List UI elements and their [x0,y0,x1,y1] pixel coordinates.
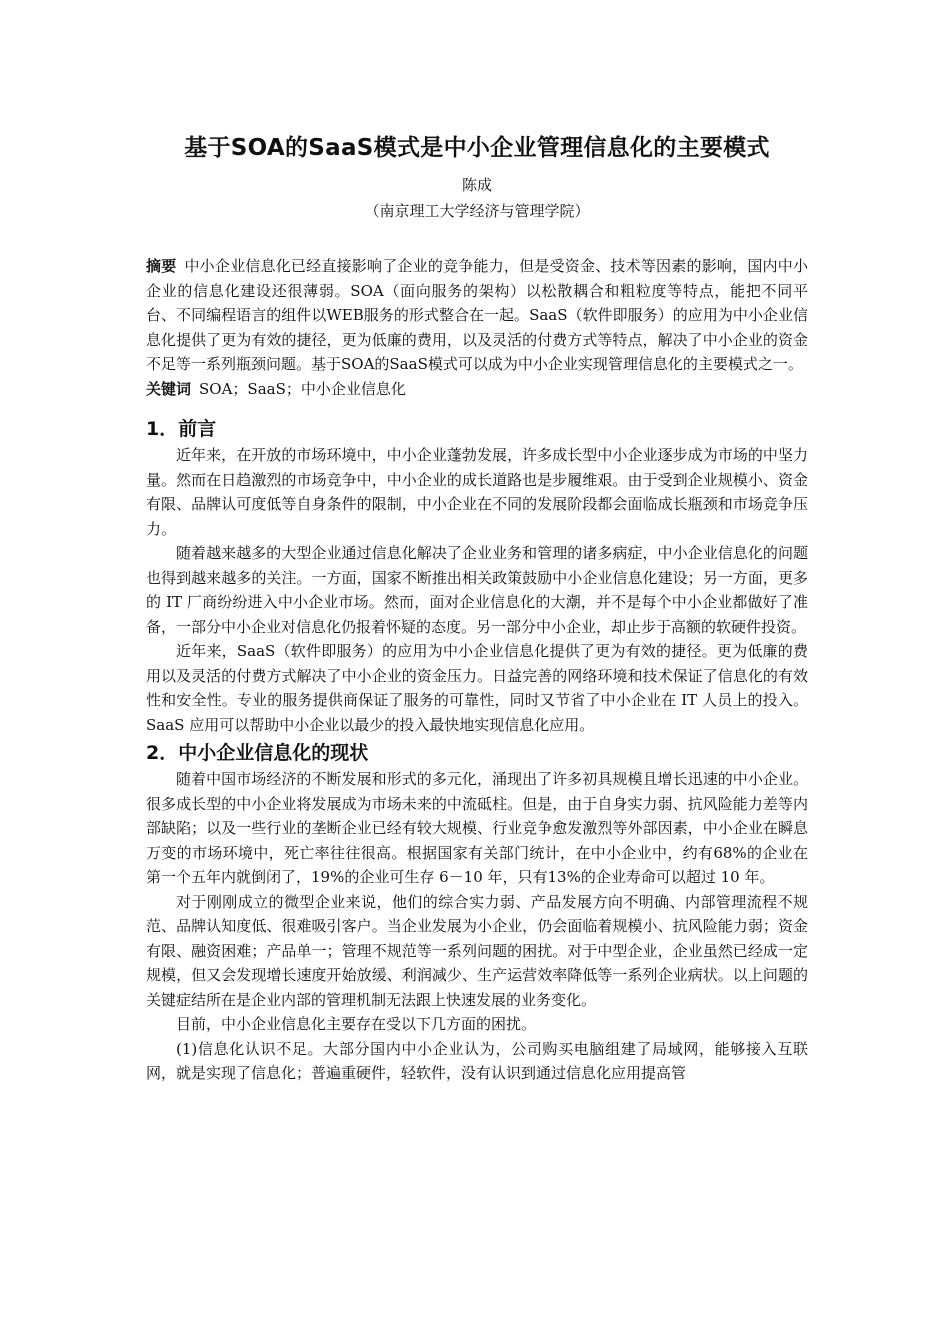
paragraph: 随着越来越多的大型企业通过信息化解决了企业业务和管理的诸多病症，中小企业信息化的问题也得到越来越多的关注。一方面，国家不断推出相关政策鼓励中小企业信息化建设；另一方面，更多的 IT 厂商纷纷进入中小企业市场。然而，面对企业信息化的大潮，并不是每个中小企业都做好了准备，一部分中小企业对信息化仍报着怀疑的态度。另一部分中小企业，却止步于高额的软硬件投资。 [146,544,808,636]
paragraph: (1)信息化认识不足。大部分国内中小企业认为，公司购买电脑组建了局域网，能够接入互联网，就是实现了信息化；普遍重硬件，轻软件，没有认识到通过信息化应用提高管 [146,1039,808,1082]
keywords-label: 关键词 [146,379,192,398]
author-affiliation: （南京理工大学经济与管理学院） [364,202,590,220]
abstract-label: 摘要 [146,257,177,275]
keywords [146,377,808,402]
abstract-text: 中小企业信息化已经直接影响了企业的竞争能力，但是受资金、技术等因素的影响，国内中小企业的信息化建设还很薄弱。SOA（面向服务的架构）以松散耦合和粗粒度等特点，能把不同平台、不同编程语言的组件以WEB服务的形式整合在一起。SaaS（软件即服务）的应用为中小企业信息化提供了更为有效的捷径，更为低廉的费用，以及灵活的付费方式等特点，解决了中小企业的资金不足等一系列瓶颈问题。基于SOA的SaaS模式可以成为中小企业实现管理信息化的主要模式之一。 [146,257,808,373]
paragraph: 目前，中小企业信息化主要存在受以下几方面的困扰。 [176,1015,537,1033]
abstract [146,254,808,377]
paper-title: 基于SOA的SaaS模式是中小企业管理信息化的主要模式 [184,135,770,161]
paper-body [146,128,808,1086]
paragraph: 随着中国市场经济的不断发展和形式的多元化，涌现出了许多初具规模且增长迅速的中小企业。很多成长型的中小企业将发展成为市场未来的中流砥柱。但是，由于自身实力弱、抗风险能力差等内部缺陷；以及一些行业的垄断企业已经有较大规模、行业竞争愈发激烈等外部因素，中小企业在瞬息万变的市场环境中，死亡率往往很高。根据国家有关部门统计，在中小企业中，约有68%的企业在第一个五年内就倒闭了，19%的企业可生存 6－10 年，只有13%的企业寿命可以超过 10 年。 [146,770,808,886]
paragraph: 近年来，在开放的市场环境中，中小企业蓬勃发展，许多成长型中小企业逐步成为市场的中坚力量。然而在日趋激烈的市场竞争中，中小企业的成长道路也是步履维艰。由于受到企业规模小、资金有限、品牌认可度低等自身条件的限制，中小企业在不同的发展阶段都会面临成长瓶颈和市场竞争压力。 [146,446,808,538]
author-name: 陈成 [461,176,492,194]
section-heading-status: 2．中小企业信息化的现状 [146,742,369,764]
paragraph: 对于刚刚成立的微型企业来说，他们的综合实力弱、产品发展方向不明确、内部管理流程不规范、品牌认知度低、很难吸引客户。当企业发展为小企业，仍会面临着规模小、抗风险能力弱；资金有限、融资困难；产品单一；管理不规范等一系列问题的困扰。对于中型企业，企业虽然已经成一定规模，但又会发现增长速度开始放缓、利润减少、生产运营效率降低等一系列企业病状。以上问题的关键症结所在是企业内部的管理机制无法跟上快速发展的业务变化。 [146,892,808,1009]
paragraph: 近年来，SaaS（软件即服务）的应用为中小企业信息化提供了更为有效的捷径。更为低廉的费用以及灵活的付费方式解决了中小企业的资金压力。日益完善的网络环境和技术保证了信息化的有效性和安全性。专业的服务提供商保证了服务的可靠性，同时又节省了中小企业在 IT 人员上的投入。SaaS 应用可以帮助中小企业以最少的投入最快地实现信息化应用。 [146,642,808,734]
section-heading-intro: 1．前言 [146,418,217,440]
keywords-text: SOA；SaaS；中小企业信息化 [199,379,406,398]
